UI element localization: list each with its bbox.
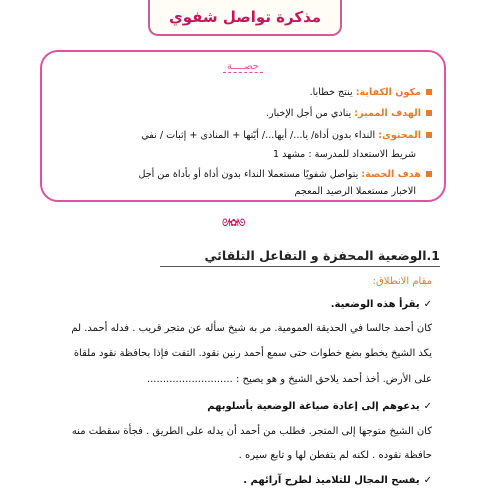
rephrase-line: حافظة نقوده . لكنه لم يتفطن لها و تابع سيره . xyxy=(238,450,432,461)
info-row-content: المحتوى: النداء بدون أداة/ يا.../ أيها.../ أيّتها + المنادى + إثبات / نفي xyxy=(52,129,432,142)
bullet-icon xyxy=(426,171,432,177)
situation-line: كان أحمد جالسا في الحديقة العمومية. مر به شيخ سأله عن متجر قريب . فدله أحمد. لم xyxy=(71,323,432,334)
instruction-opinions: ✓يفسح المجال للتلاميذ لطرح آرائهم . xyxy=(243,475,432,486)
title-banner xyxy=(148,0,342,36)
page-title: مذكرة تواصل شفوي xyxy=(168,8,322,26)
info-row-objective: الهدف المميز: ينادي من أجل الإخبار. xyxy=(52,107,432,120)
info-row-competence: مكون الكفاية: ينتج خطابا. xyxy=(52,86,432,99)
check-icon: ✓ xyxy=(423,401,432,412)
rephrase-line: كان الشيخ متوجها إلى المتجر. فطلب من أحمد أن يدله على الطريق . فجأة سقطت منه xyxy=(71,426,432,437)
card-header: حصــــة xyxy=(42,61,444,72)
situation-line: على الأرض. أخذ أحمد يلاحق الشيخ و هو يصيح : ........................... xyxy=(146,374,432,385)
instruction-read: ✓يقرأ هذه الوضعية. xyxy=(330,299,432,310)
section-underline xyxy=(160,266,440,267)
ornament-icon: ᘛ✿ᘚ xyxy=(222,218,245,229)
info-row-content-cont: شريط الاستعداد للمدرسة : مشهد 1 xyxy=(272,149,416,160)
bullet-icon xyxy=(426,132,432,138)
bullet-icon xyxy=(426,110,432,116)
lesson-info-card xyxy=(40,50,446,202)
info-row-session-goal-cont: الاخبار مستعملا الرصيد المعجم xyxy=(294,186,416,197)
check-icon: ✓ xyxy=(423,475,432,486)
instruction-rephrase: ✓يدعوهم إلى إعادة صياغة الوضعية بأسلوبهم xyxy=(207,401,432,412)
section-subtitle: مقام الانطلاق: xyxy=(372,276,432,287)
info-row-session-goal: هدف الحصة: يتواصل شفويًا مستعملا النداء بدون أداة أو بأداة من أجل xyxy=(52,168,432,181)
bullet-icon xyxy=(426,89,432,95)
section-title: 1.الوضعية المحفزة و التفاعل التلقائي xyxy=(204,248,440,263)
check-icon: ✓ xyxy=(423,299,432,310)
situation-line: يكد الشيخ يخطو بضع خطوات حتى سمع أحمد رنين نقود. التفت فإذا بحافظة نقود ملقاة xyxy=(73,348,432,359)
